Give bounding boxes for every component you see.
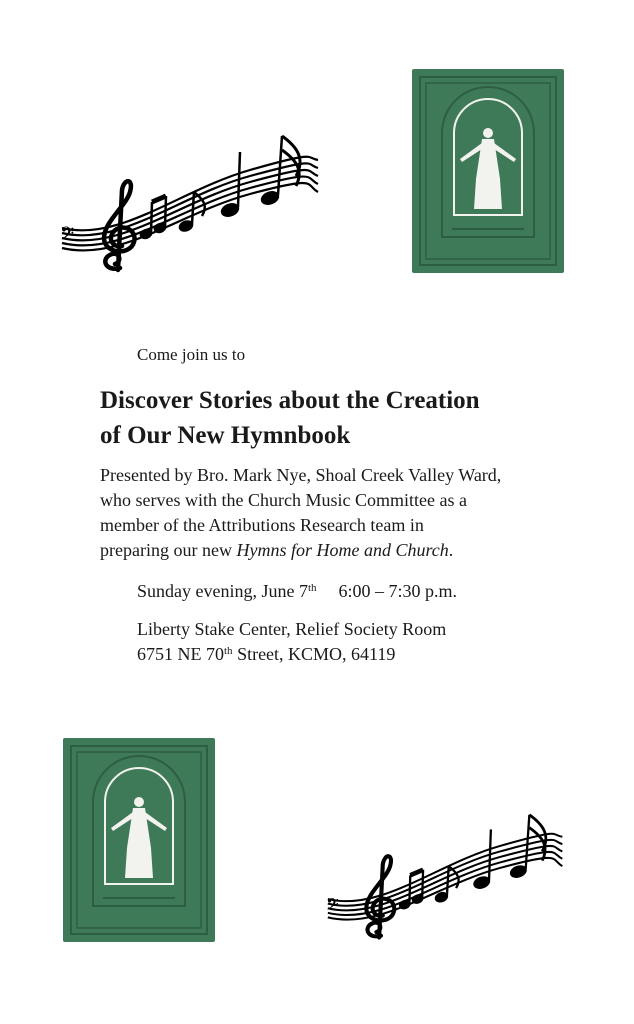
event-address-suffix: th xyxy=(224,645,233,657)
event-address-prefix: 6751 NE 70 xyxy=(137,644,224,664)
event-address-rest: Street, KCMO, 64119 xyxy=(232,644,396,664)
event-date-suffix: th xyxy=(307,582,317,594)
event-title-line1: Discover Stories about the Creation xyxy=(100,387,480,414)
invite-text: Come join us to xyxy=(137,345,246,364)
hymnbook-cover-icon xyxy=(63,738,215,942)
presenter-line4-post: . xyxy=(448,540,454,560)
event-date: Sunday evening, June 7 xyxy=(137,581,308,601)
presenter-line3: member of the Attributions Research team in xyxy=(100,515,424,535)
music-staff-icon-top xyxy=(60,130,322,280)
svg-text:𝄢: 𝄢 xyxy=(326,893,339,918)
hymnbook-cover-top xyxy=(412,69,564,273)
hymnbook-cover-icon xyxy=(412,69,564,273)
svg-text:𝄢: 𝄢 xyxy=(60,224,75,249)
presenter-line1: Presented by Bro. Mark Nye, Shoal Creek Valley Ward, xyxy=(100,465,502,485)
event-title-line2: of Our New Hymnbook xyxy=(100,422,351,449)
book-title: Hymns for Home and Church xyxy=(236,540,449,560)
music-staff-icon xyxy=(60,130,322,280)
music-staff-icon xyxy=(326,808,566,948)
event-where xyxy=(137,617,446,667)
presenter-description xyxy=(100,463,620,563)
hymnbook-cover-bottom xyxy=(63,738,215,942)
event-time: 6:00 – 7:30 p.m. xyxy=(338,581,458,601)
event-title xyxy=(100,383,560,453)
presenter-line4-pre: preparing our new xyxy=(100,540,237,560)
music-staff-icon-bottom xyxy=(326,808,566,948)
event-when xyxy=(137,579,457,604)
presenter-line2: who serves with the Church Music Committee as a xyxy=(100,490,467,510)
event-location: Liberty Stake Center, Relief Society Room xyxy=(137,619,447,639)
